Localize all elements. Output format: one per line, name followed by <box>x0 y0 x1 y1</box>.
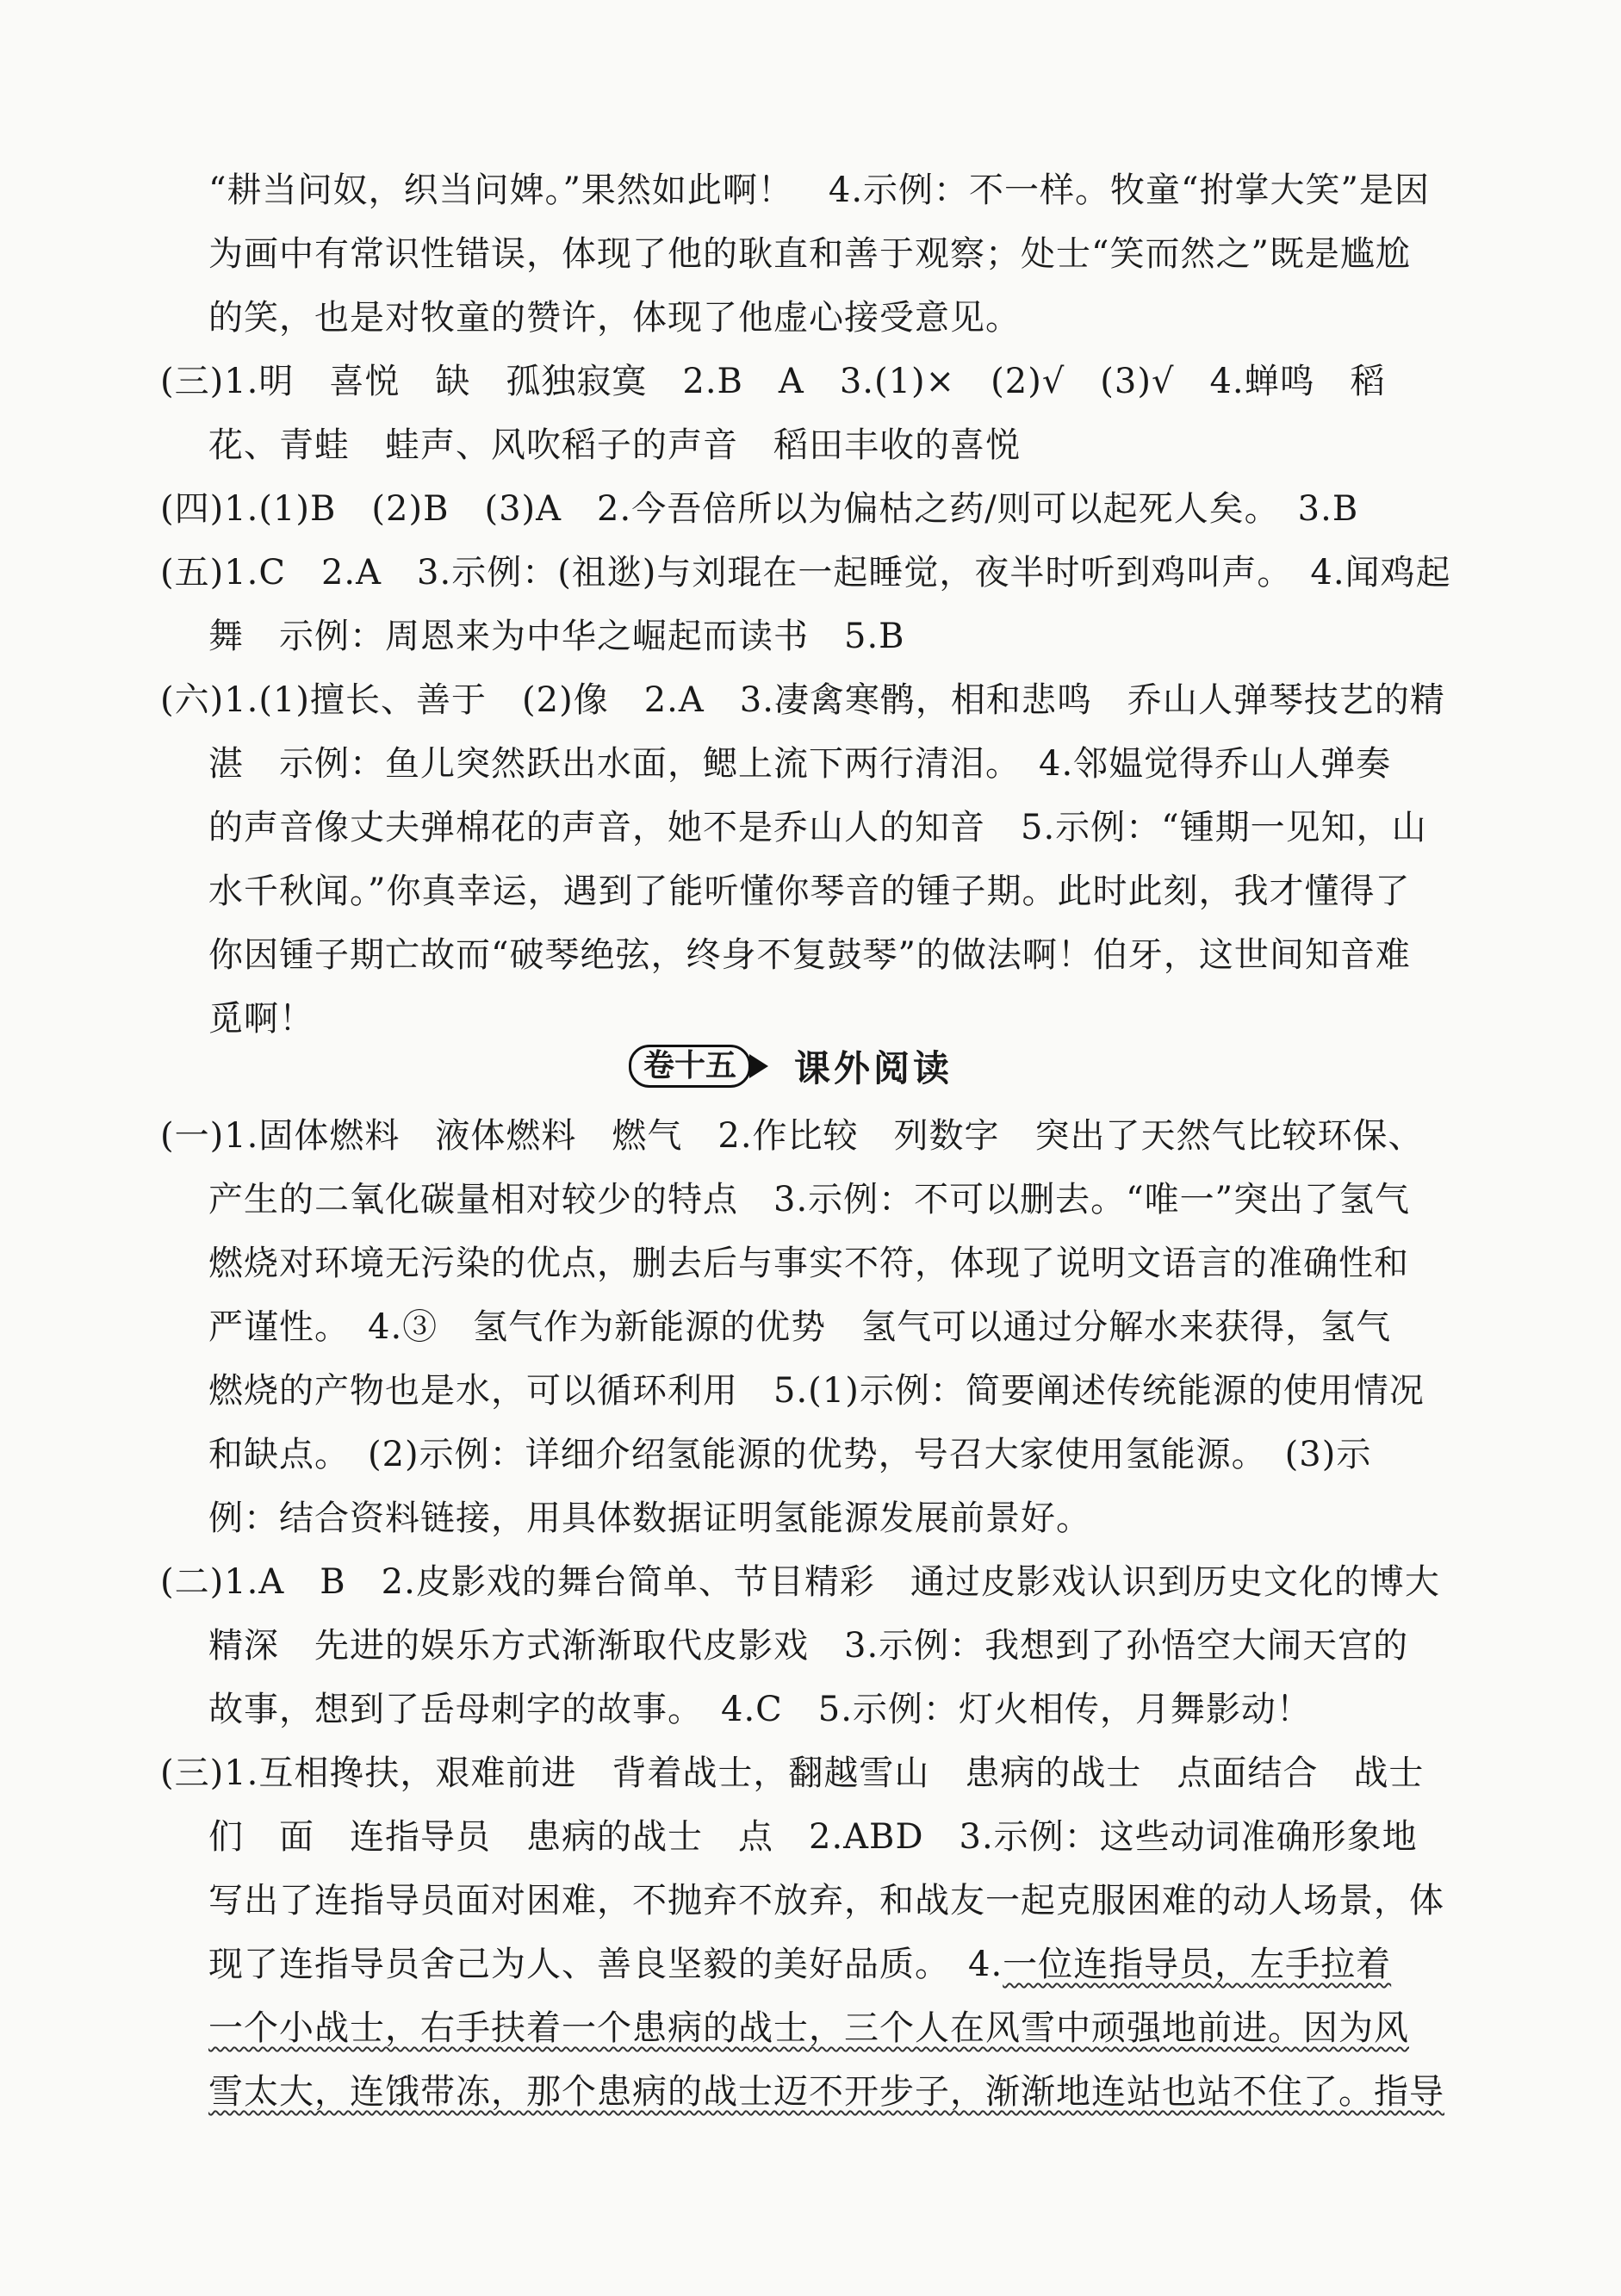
answer-item-3b: (三)1.互相搀扶，艰难前进 背着战士，翻越雪山 患病的战士 点面结合 战士 <box>160 1753 1425 1793</box>
answer-item-5: (五)1.C 2.A 3.示例：(祖逖)与刘琨在一起睡觉，夜半时听到鸡叫声。 4.闻鸡起 <box>160 553 1451 593</box>
text-line: 和缺点。 (2)示例：详细介绍氢能源的优势，号召大家使用氢能源。 (3)示 <box>208 1435 1372 1474</box>
text-line: 燃烧对环境无污染的优点，删去后与事实不符，体现了说明文语言的准确性和 <box>208 1244 1409 1283</box>
text-line: 水千秋闻。”你真幸运，遇到了能听懂你琴音的锺子期。此时此刻，我才懂得了 <box>208 872 1411 911</box>
text-segment: 现了连指导员舍己为人、善良坚毅的美好品质。 <box>208 1945 968 1984</box>
underlined-line <box>208 2060 1469 2124</box>
underlined-excerpt: 一位连指导员，左手拉着 <box>1003 1945 1392 1984</box>
answer-item-4: (四)1.(1)B (2)B (3)A 2.今吾倍所以为偏枯之药/则可以起死人矣。 3.B <box>160 489 1359 529</box>
text-line: 花、青蛙 蛙声、风吹稻子的声音 稻田丰收的喜悦 <box>208 425 1021 465</box>
text-line: 湛 示例：鱼儿突然跃出水面，鳃上流下两行清泪。 4.邻媪觉得乔山人弹奏 <box>208 744 1392 784</box>
text-line: 精深 先进的娱乐方式渐渐取代皮影戏 3.示例：我想到了孙悟空大闹天宫的 <box>208 1626 1409 1666</box>
underlined-line <box>208 1996 1469 2060</box>
text-line: 写出了连指导员面对困难，不抛弃不放弃，和战友一起克服困难的动人场景，体 <box>208 1881 1444 1921</box>
text-line: 舞 示例：周恩来为中华之崛起而读书 5.B <box>208 617 905 656</box>
text-line: “耕当问奴，织当问婢。”果然如此啊！ 4.示例：不一样。牧童“拊掌大笑”是因 <box>208 171 1430 210</box>
text-line: 你因锺子期亡故而“破琴绝弦，终身不复鼓琴”的做法啊！伯牙，这世间知音难 <box>208 935 1411 975</box>
text-line: 为画中有常识性错误，体现了他的耿直和善于观察；处士“笑而然之”既是尴尬 <box>208 234 1411 274</box>
underlined-excerpt: 一个小战士，右手扶着一个患病的战士，三个人在风雪中顽强地前进。因为风 <box>208 2008 1409 2048</box>
volume-label: 卷十五 <box>629 1045 751 1088</box>
text-line: 故事，想到了岳母刺字的故事。 4.C 5.示例：灯火相传，月舞影动！ <box>208 1690 1312 1729</box>
text-line-with-underline <box>208 1933 1469 1996</box>
section-header <box>629 1038 953 1095</box>
text-line: 例：结合资料链接，用具体数据证明氢能源发展前景好。 <box>208 1499 1091 1538</box>
text-line: 的声音像丈夫弹棉花的声音，她不是乔山人的知音 5.示例：“锺期一见知，山 <box>208 808 1427 847</box>
answer-item-1: (一)1.固体燃料 液体燃料 燃气 2.作比较 列数字 突出了天然气比较环保、 <box>160 1116 1424 1156</box>
text-line: 产生的二氧化碳量相对较少的特点 3.示例：不可以删去。“唯一”突出了氢气 <box>208 1180 1411 1219</box>
text-line: 们 面 连指导员 患病的战士 点 2.ABD 3.示例：这些动词准确形象地 <box>208 1817 1418 1857</box>
answer-item-3: (三)1.明 喜悦 缺 孤独寂寞 2.B A 3.(1)× (2)√ (3)√ 4.蝉鸣 稻 <box>160 362 1386 401</box>
answer-item-2: (二)1.A B 2.皮影戏的舞台简单、节目精彩 通过皮影戏认识到历史文化的博大 <box>160 1562 1440 1602</box>
underlined-excerpt: 雪太大，连饿带冻，那个患病的战士迈不开步子，渐渐地连站也站不住了。指导 <box>208 2072 1444 2112</box>
section-title: 课外阅读 <box>794 1047 953 1089</box>
volume-badge <box>629 1045 768 1088</box>
text-line: 的笑，也是对牧童的赞许，体现了他虚心接受意见。 <box>208 298 1021 338</box>
arrow-right-icon <box>749 1054 768 1078</box>
text-line: 觅啊！ <box>208 999 314 1039</box>
text-line: 燃烧的产物也是水，可以循环利用 5.(1)示例：简要阐述传统能源的使用情况 <box>208 1371 1425 1411</box>
question-label: 4. <box>968 1945 1003 1984</box>
answer-item-6: (六)1.(1)擅长、善于 (2)像 2.A 3.凄禽寒鹘，相和悲鸣 乔山人弹琴技艺的精 <box>160 680 1445 720</box>
text-line: 严谨性。 4.③ 氢气作为新能源的优势 氢气可以通过分解水来获得，氢气 <box>208 1307 1392 1347</box>
